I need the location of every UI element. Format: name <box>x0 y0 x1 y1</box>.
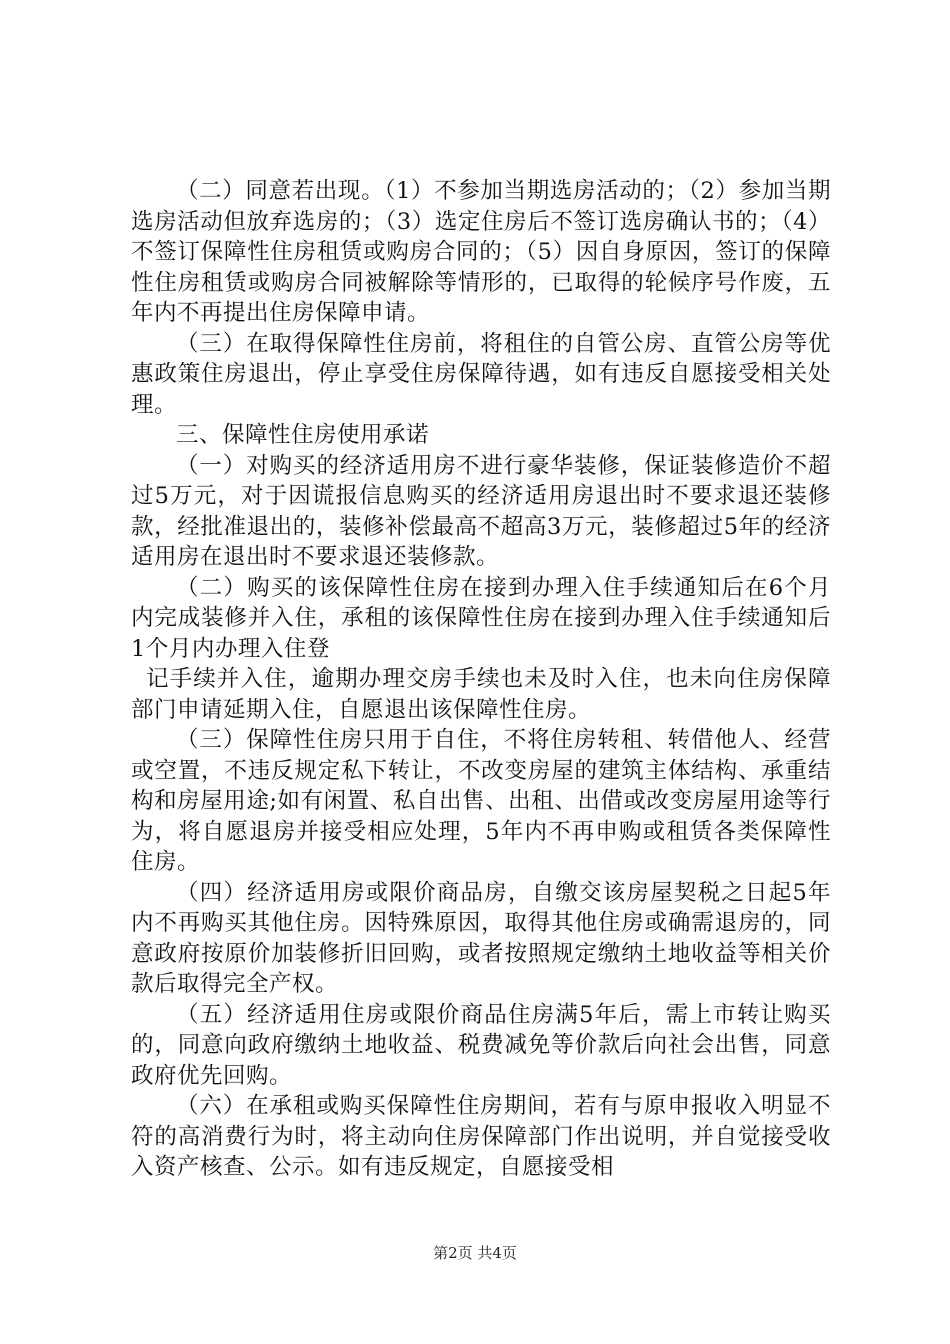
paragraph-clause-2-2: （二）同意若出现。（1）不参加当期选房活动的；（2）参加当期选房活动但放弃选房的；（3）选定住房后不签订选房确认书的；（4）不签订保障性住房租赁或购房合同的；（5）因自身原因，签订的保障性住房租赁或购房合同被解除等情形的，已取得的轮候序号作废，五年内不再提出住房保障申请。 <box>131 178 831 326</box>
paragraph-clause-3-3: （三）保障性住房只用于自住，不将住房转租、转借他人、经营或空置，不违反规定私下转让，不改变房屋的建筑主体结构、承重结构和房屋用途;如有闲置、私自出售、出租、出借或改变房屋用途等行为，将自愿退房并接受相应处理，5年内不再申购或租赁各类保障性住房。 <box>131 727 831 875</box>
section-heading-usage-commitment: 三、保障性住房使用承诺 <box>176 422 430 448</box>
paragraph-clause-3-1: （一）对购买的经济适用房不进行豪华装修，保证装修造价不超过5万元，对于因谎报信息购买的经济适用房退出时不要求退还装修款，经批准退出的，装修补偿最高不超高3万元，装修超过5年的经济适用房在退出时不要求退还装修款。 <box>131 452 831 570</box>
paragraph-clause-3-4: （四）经济适用房或限价商品房，自缴交该房屋契税之日起5年内不再购买其他住房。因特殊原因，取得其他住房或确需退房的，同意政府按原价加装修折旧回购，或者按照规定缴纳土地收益等相关价款后取得完全产权。 <box>131 879 831 997</box>
paragraph-clause-3-2-continued: 记手续并入住，逾期办理交房手续也未及时入住，也未向住房保障部门申请延期入住，自愿退出该保障性住房。 <box>131 666 831 723</box>
paragraph-clause-3-6: （六）在承租或购买保障性住房期间，若有与原申报收入明显不符的高消费行为时，将主动向住房保障部门作出说明，并自觉接受收入资产核查、公示。如有违反规定，自愿接受相 <box>131 1093 831 1180</box>
paragraph-clause-3-5: （五）经济适用住房或限价商品住房满5年后，需上市转让购买的，同意向政府缴纳土地收益、税费减免等价款后向社会出售，同意政府优先回购。 <box>131 1001 831 1089</box>
page-number-footer: 第2页 共4页 <box>433 1244 517 1262</box>
paragraph-clause-2-3: （三）在取得保障性住房前，将租住的自管公房、直管公房等优惠政策住房退出，停止享受住房保障待遇，如有违反自愿接受相关处理。 <box>131 330 831 418</box>
paragraph-clause-3-2: （二）购买的该保障性住房在接到办理入住手续通知后在6个月内完成装修并入住，承租的该保障性住房在接到办理入住手续通知后1个月内办理入住登 <box>131 574 831 662</box>
document-body <box>131 176 831 1183</box>
